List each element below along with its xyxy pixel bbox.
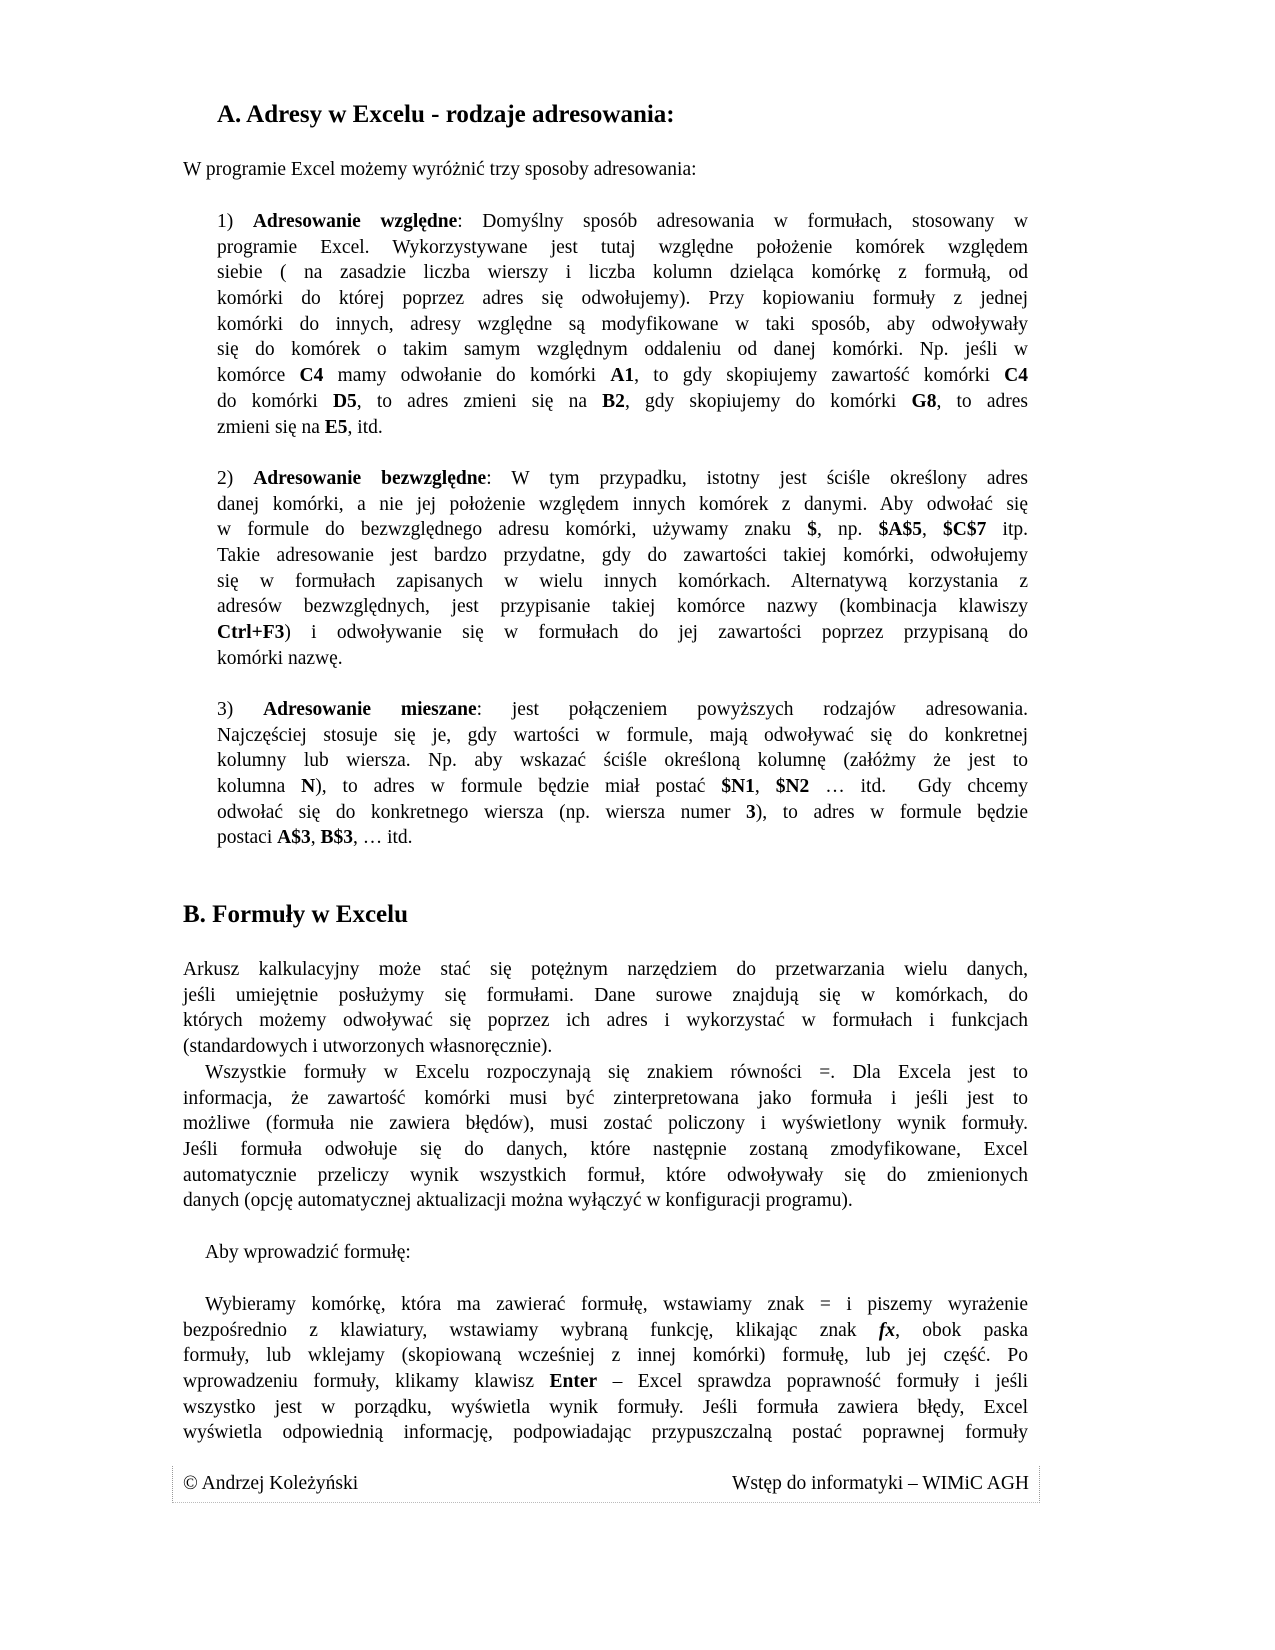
text-run: bezpośrednio z klawiatury, wstawiamy wybraną funkcję, klikając znak [183, 1319, 879, 1341]
text-run: mamy odwołanie do komórki [323, 365, 611, 387]
text-run: danej komórki, a nie jej położenie względem innych komórek z danymi. Aby odwołać się [217, 493, 1028, 515]
text-run: siebie ( na zasadzie liczba wierszy i liczba kolumn dzieląca komórkę z formułą, od [217, 262, 1028, 284]
text-run: , [310, 827, 321, 849]
text-run: się do komórek o takim samym względnym oddaleniu od danej komórki. Np. jeśli w [217, 339, 1028, 361]
text-line [217, 543, 1028, 569]
text-line [217, 492, 1028, 518]
text-run: wyświetla odpowiednią informację, podpowiadając przypuszczalną postać poprawnej formuły [183, 1422, 1028, 1444]
fx-symbol: fx [878, 1319, 896, 1341]
text-run: Aby wprowadzić formułę: [205, 1242, 411, 1263]
text-line [217, 260, 1028, 286]
bold-text: Adresowanie bezwzględne [253, 468, 487, 489]
text-run: W programie Excel możemy wyróżnić trzy sposoby adresowania: [183, 159, 697, 180]
text-line [183, 157, 1028, 183]
bold-text: 3 [746, 801, 756, 823]
text-line [183, 1086, 1028, 1112]
section-a-heading: A. Adresy w Excelu - rodzaje adresowania: [217, 101, 675, 128]
section-b-heading: B. Formuły w Excelu [183, 901, 408, 928]
bold-text: N [301, 776, 316, 798]
text-line [217, 466, 1028, 492]
bold-text: $C$7 [943, 519, 987, 541]
text-line [183, 1060, 1028, 1086]
text-line [183, 1008, 1028, 1034]
how-to-enter-paragraph [205, 1240, 1028, 1266]
text-line [217, 286, 1028, 312]
text-run: wprowadzeniu formuły, klikamy klawisz [183, 1371, 550, 1393]
text-run: kolumna [217, 776, 302, 798]
text-run: , np. [817, 519, 879, 541]
text-run: danych (opcję automatycznej aktualizacji można wyłączyć w konfiguracji programu). [183, 1190, 853, 1212]
text-run: , … itd. [352, 827, 413, 849]
bold-text: A1 [610, 365, 635, 387]
text-run: komórki do innych, adresy względne są modyfikowane w taki sposób, aby odwoływały [217, 313, 1028, 335]
text-run: , obok paska [895, 1319, 1028, 1341]
text-line [217, 389, 1028, 415]
text-run: , to adres zmieni się na [356, 390, 603, 412]
text-run: : jest połączeniem powyższych rodzajów adresowania. [476, 699, 1028, 720]
text-line [183, 1369, 1028, 1395]
bold-text: E5 [324, 416, 348, 438]
text-line [217, 748, 1028, 774]
spreadsheet-paragraph [183, 957, 1028, 1060]
text-run: Wszystkie formuły w Excelu rozpoczynają się znakiem równości =. Dla Excela jest to [205, 1062, 1028, 1083]
bold-text: $ [807, 519, 817, 541]
text-run: formuły, lub wklejamy (skopiowaną wcześniej z innej komórki) formułę, lub jej część. Po [183, 1345, 1028, 1367]
text-run: Najczęściej stosuje się je, gdy wartości w formule, mają odwoływać się do konkretnej [217, 724, 1028, 746]
text-run: , [754, 776, 776, 798]
bold-text: A$3 [277, 827, 311, 849]
text-run: (standardowych i utworzonych własnoręcznie). [183, 1036, 553, 1058]
text-line [217, 774, 1028, 800]
text-run: których możemy odwoływać się poprzez ich adres i wykorzystać w formułach i funkcjach [183, 1010, 1028, 1032]
text-line [217, 646, 1028, 672]
text-line [217, 415, 1028, 441]
footer-course: Wstęp do informatyki – WIMiC AGH [732, 1473, 1029, 1494]
text-line [217, 723, 1028, 749]
text-run: w formule do bezwzględnego adresu komórki, używamy znaku [217, 519, 808, 541]
text-line [205, 1240, 1028, 1266]
bold-text: $N1 [721, 776, 755, 798]
text-run: 1) [217, 211, 253, 232]
text-run: programie Excel. Wykorzystywane jest tutaj względne położenie komórek względem [217, 236, 1028, 258]
text-line [217, 800, 1028, 826]
text-line [183, 957, 1028, 983]
absolute-addressing-paragraph [217, 466, 1028, 672]
text-line [183, 1188, 1028, 1214]
text-run: 2) [217, 468, 254, 489]
bold-text: $A$5 [878, 519, 922, 541]
text-line [217, 594, 1028, 620]
footer-author: © Andrzej Koleżyński [183, 1473, 359, 1494]
text-run: Jeśli formuła odwołuje się do danych, które następnie zostaną zmodyfikowane, Excel [183, 1139, 1028, 1161]
text-run: postaci [217, 827, 278, 849]
text-line [217, 620, 1028, 646]
text-run: , [921, 519, 944, 541]
text-line [183, 1318, 1028, 1344]
text-run: – Excel sprawdza poprawność formuły i jeśli [597, 1371, 1028, 1393]
text-run: możliwe (formuła nie zawiera błędów), musi zostać policzony i wyświetlony wynik formuły. [183, 1113, 1028, 1135]
text-line [217, 209, 1028, 235]
bold-text: Ctrl+F3 [217, 622, 285, 644]
bold-text: D5 [332, 390, 357, 412]
bold-text: C4 [1004, 365, 1028, 387]
text-run: adresów bezwzględnych, jest przypisanie takiej komórce nazwy (kombinacja klawiszy [217, 596, 1028, 618]
text-run: komórki do której poprzez adres się odwołujemy). Przy kopiowaniu formuły z jednej [217, 288, 1028, 310]
bold-text: Adresowanie mieszane [263, 699, 477, 720]
text-run: : Domyślny sposób adresowania w formułach, stosowany w [457, 211, 1028, 232]
text-run: , to adres [936, 390, 1028, 412]
text-run: , to gdy skopiujemy zawartość komórki [634, 365, 1005, 387]
intro-paragraph [183, 157, 1028, 183]
bold-text: G8 [911, 390, 937, 412]
relative-addressing-paragraph [217, 209, 1028, 440]
text-run: jeśli umiejętnie posłużymy się formułami. Dane surowe znajdują się w komórkach, do [183, 984, 1028, 1006]
text-line [217, 569, 1028, 595]
text-line [183, 983, 1028, 1009]
text-run: … itd. Gdy chcemy [809, 776, 1028, 798]
page-footer [172, 1466, 1040, 1503]
text-run: zmieni się na [217, 416, 325, 438]
text-run: Arkusz kalkulacyjny może stać się potężnym narzędziem do przetwarzania wielu danych, [183, 959, 1028, 980]
mixed-addressing-paragraph [217, 697, 1028, 851]
text-run: komórki nazwę. [217, 647, 343, 669]
text-run: informacja, że zawartość komórki musi być zinterpretowana jako formuła i jeśli jest to [183, 1087, 1028, 1109]
bold-text: B$3 [320, 827, 353, 849]
text-line [183, 1343, 1028, 1369]
text-run: 3) [217, 699, 264, 720]
text-run: komórce [217, 365, 300, 387]
text-line [183, 1292, 1028, 1318]
text-run: ) i odwoływanie się w formułach do jej zawartości poprzez przypisaną do [284, 622, 1028, 644]
text-line [217, 825, 1028, 851]
text-run: się w formułach zapisanych w wielu innych komórkach. Alternatywą korzystania z [217, 570, 1028, 592]
text-run: Wybieramy komórkę, która ma zawierać formułę, wstawiamy znak = i piszemy wyrażenie [205, 1294, 1028, 1315]
text-line [217, 312, 1028, 338]
text-run: wszystko jest w porządku, wyświetla wynik formuły. Jeśli formuła zawiera błędy, Excel [183, 1396, 1028, 1418]
text-line [183, 1137, 1028, 1163]
text-line [217, 363, 1028, 389]
text-line [183, 1034, 1028, 1060]
bold-text: Adresowanie względne [252, 211, 458, 232]
text-run: odwołać się do konkretnego wiersza (np. wiersza numer [217, 801, 747, 823]
text-run: ), to adres w formule będzie miał postać [315, 776, 722, 798]
enter-formula-paragraph [183, 1292, 1028, 1446]
text-run: kolumny lub wiersza. Np. aby wskazać ściśle określoną kolumnę (załóżmy że jest to [217, 750, 1028, 772]
text-line [183, 1111, 1028, 1137]
bold-text: $N2 [775, 776, 810, 798]
bold-text: C4 [299, 365, 324, 387]
text-run: Takie adresowanie jest bardzo przydatne, gdy do zawartości takiej komórki, odwołujemy [217, 545, 1028, 567]
text-line [217, 697, 1028, 723]
text-run: : W tym przypadku, istotny jest ściśle określony adres [486, 468, 1028, 489]
text-run: , itd. [347, 416, 383, 438]
text-run: do komórki [217, 390, 333, 412]
text-run: automatycznie przeliczy wynik wszystkich formuł, które odwoływały się do zmienionych [183, 1164, 1028, 1186]
text-run: , gdy skopiujemy do komórki [624, 390, 912, 412]
text-line [217, 337, 1028, 363]
text-run: itp. [986, 519, 1028, 541]
text-run: ), to adres w formule będzie [755, 801, 1028, 823]
text-line [183, 1163, 1028, 1189]
text-line [217, 235, 1028, 261]
formulas-paragraph [183, 1060, 1028, 1214]
bold-text: B2 [602, 390, 625, 412]
text-line [183, 1395, 1028, 1421]
text-line [183, 1420, 1028, 1446]
text-line [217, 517, 1028, 543]
bold-text: Enter [549, 1371, 598, 1393]
